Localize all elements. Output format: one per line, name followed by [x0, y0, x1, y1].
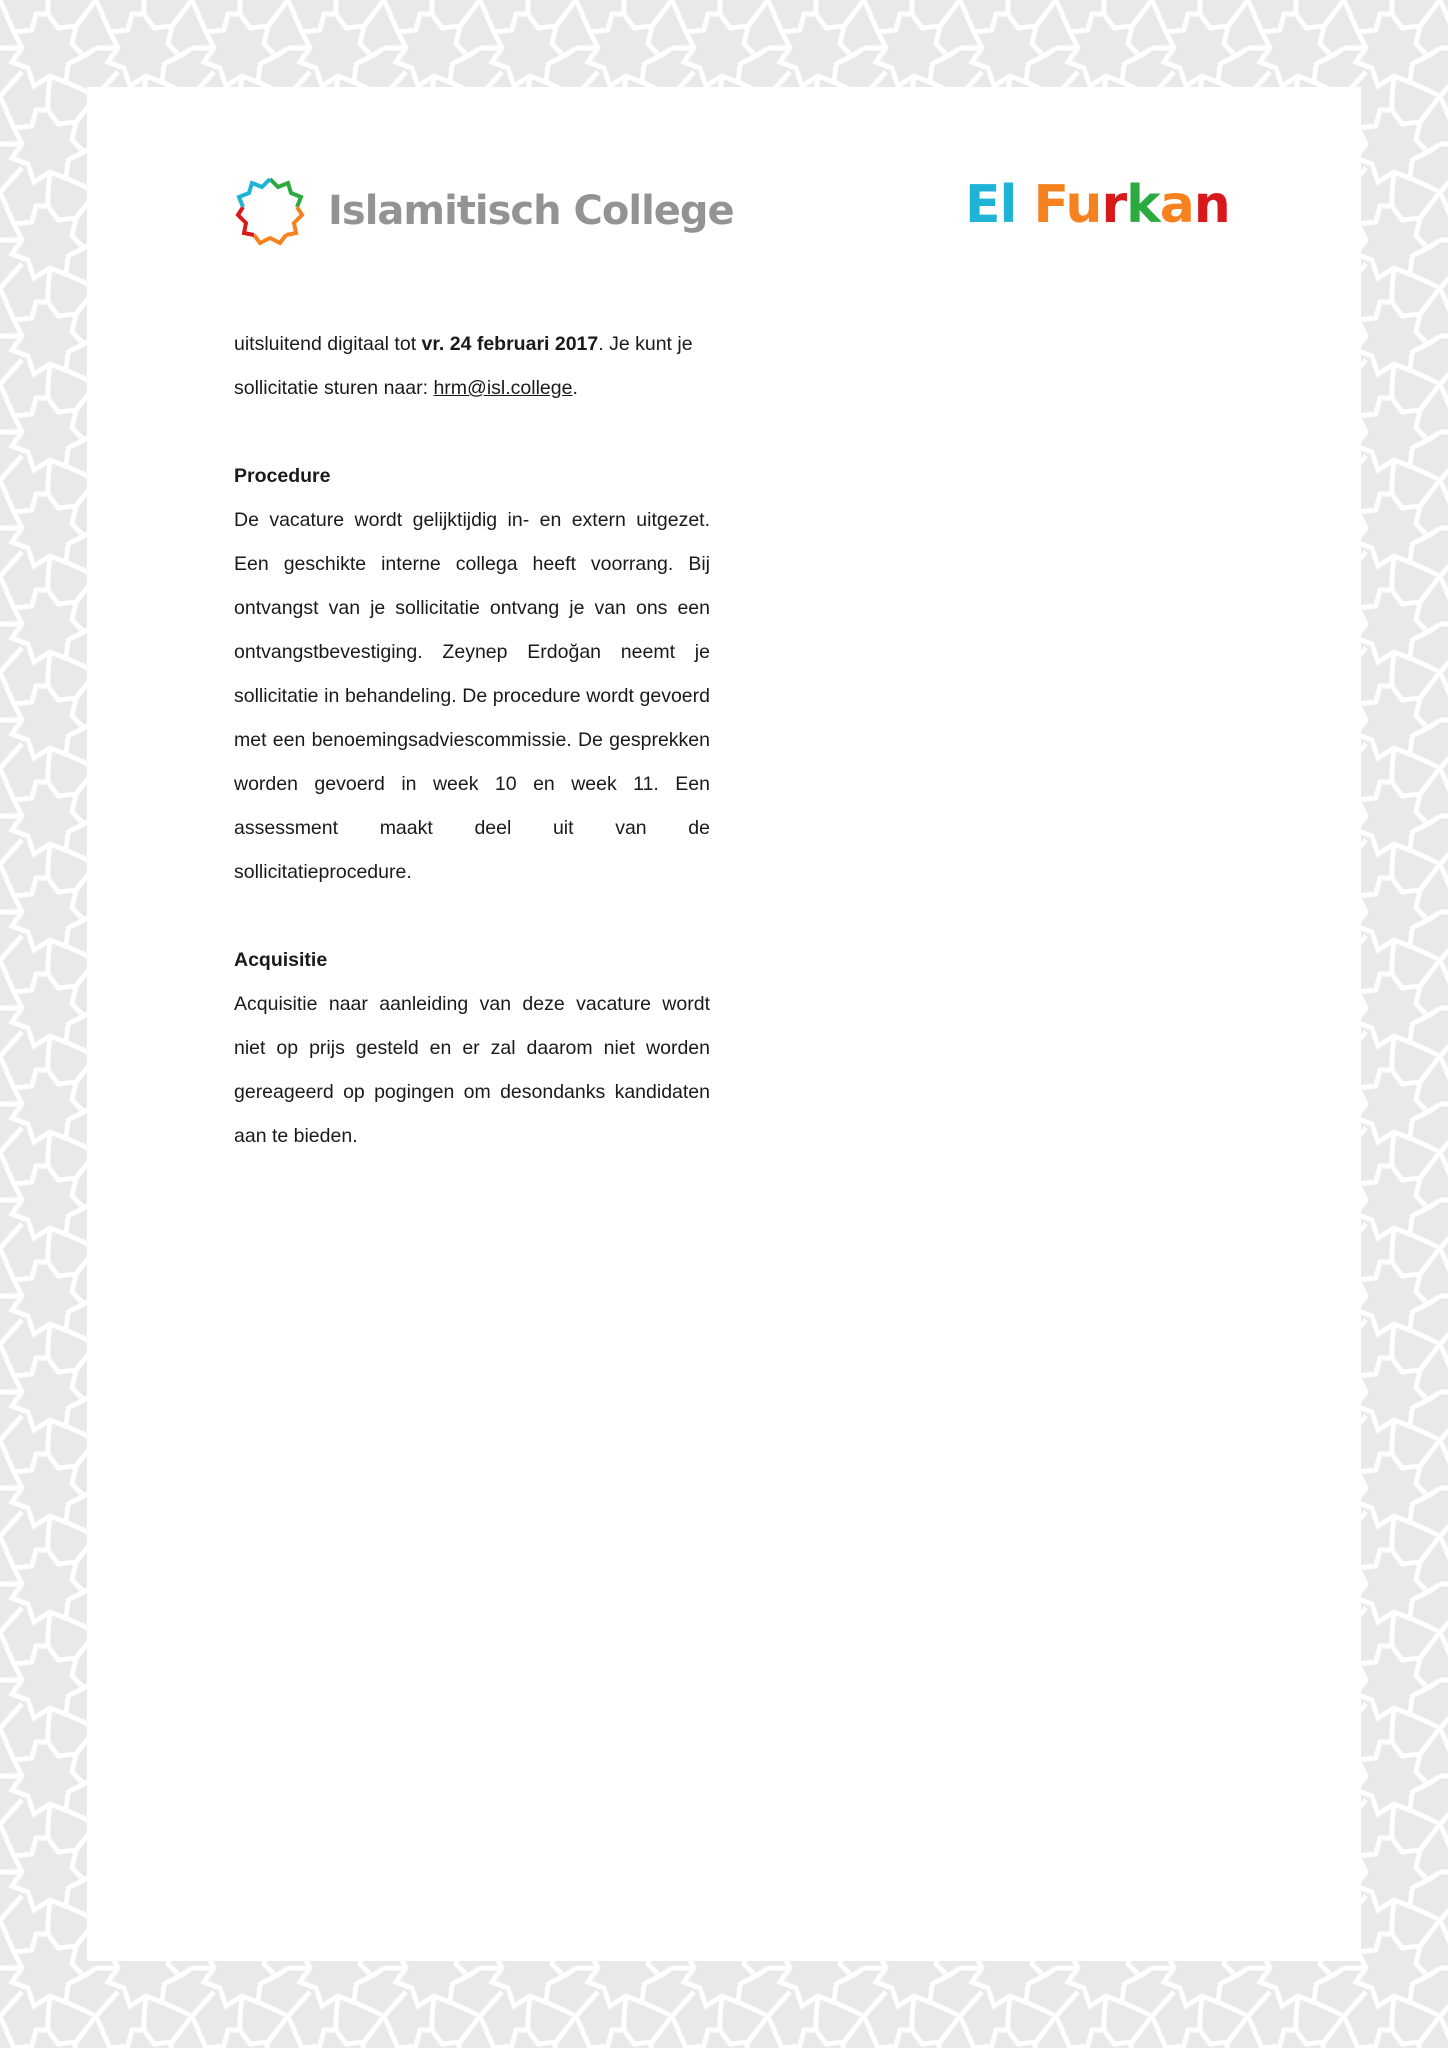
logo-letter: n: [1193, 175, 1230, 235]
school-name: Islamitisch College: [328, 188, 734, 234]
procedure-heading: Procedure: [234, 465, 331, 487]
logo-letter: E: [965, 175, 1000, 235]
logo-letter: r: [1101, 175, 1127, 235]
logo-letter: u: [1065, 175, 1102, 235]
document-body: [234, 322, 710, 1158]
intro-text-middle: . Je kunt je sollicitatie sturen naar:: [234, 333, 693, 399]
logo-letter: a: [1159, 175, 1194, 235]
logo-letter: [1016, 175, 1033, 235]
procedure-paragraph: De vacature wordt gelijktijdig in- en extern uitgezet. Een geschikte interne collega heeft voorrang. Bij ontvangst van je sollicitatie ontvang je van ons een ontvangstbevestiging. Zeynep Erdoğan neemt je sollicitatie in behandeling. De procedure wordt gevoerd met een benoemingsadviescommissie. De gesprekken worden gevoerd in week 10 en week 11. Een assessment maakt deel uit van de sollicitatieprocedure.: [234, 509, 710, 883]
islamitisch-college-logo: [234, 174, 734, 248]
deadline-date: vr. 24 februari 2017: [421, 333, 599, 355]
document-page: [87, 87, 1361, 1961]
logo-letter: F: [1033, 175, 1066, 235]
acquisitie-paragraph: Acquisitie naar aanleiding van deze vacature wordt niet op prijs gesteld en er zal daarom niet worden gereageerd op pogingen om desondanks kandidaten aan te bieden.: [234, 993, 710, 1147]
spacer: [234, 894, 710, 938]
logo-letter: l: [999, 175, 1017, 235]
logo-letter: k: [1126, 175, 1160, 235]
star-logo-icon: [234, 175, 306, 247]
intro-text-before: uitsluitend digitaal tot: [234, 333, 422, 355]
email-link[interactable]: hrm@isl.college: [433, 377, 573, 399]
spacer: [234, 410, 710, 454]
letterhead: [87, 87, 1361, 287]
acquisitie-heading: Acquisitie: [234, 949, 328, 971]
intro-text-after: .: [572, 377, 578, 399]
intro-paragraph: [234, 322, 710, 410]
el-furkan-logo: [965, 175, 1230, 235]
